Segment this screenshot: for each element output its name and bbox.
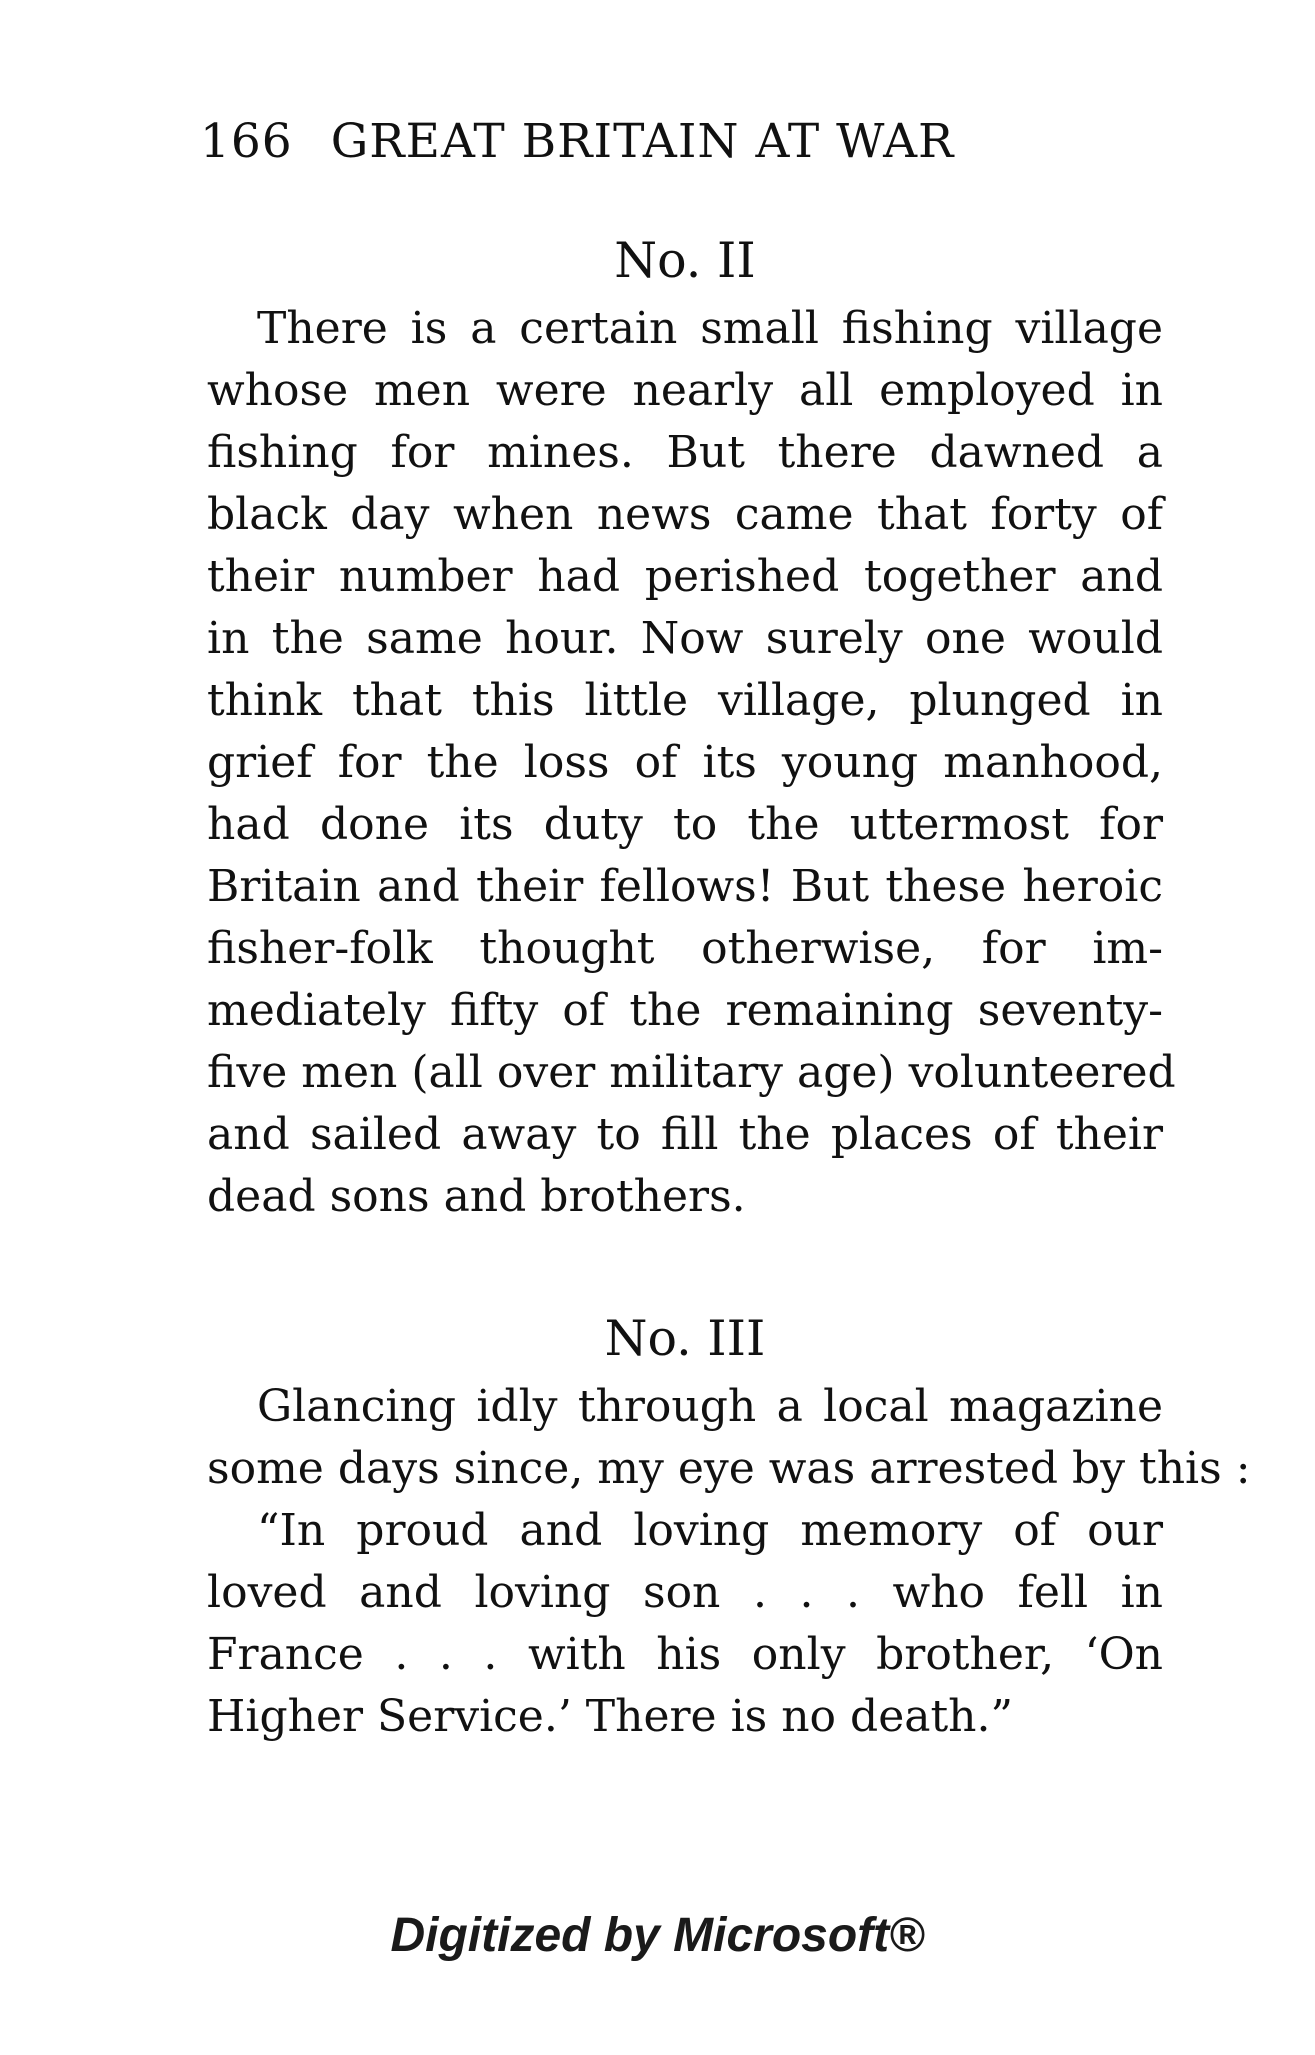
paragraph-line: Britain and their fellows! But these heroic [207,861,1163,912]
quotation-line: “In proud and loving memory of our [257,1505,1163,1556]
running-head [200,114,954,169]
paragraph-line: Glancing idly through a local magazine [257,1381,1163,1432]
quotation-line: France . . . with his only brother, ‘On [207,1629,1163,1680]
digitized-watermark: Digitized by Microsoft® [390,1909,925,1962]
quotation-line: loved and loving son . . . who fell in [207,1567,1163,1618]
paragraph-line: fishing for mines. But there dawned a [207,427,1163,478]
section-heading-no-iii: No. III [604,1310,766,1367]
paragraph-line: in the same hour. Now surely one would [207,613,1163,664]
paragraph-line: had done its duty to the uttermost for [207,799,1163,850]
section-no-ii-text [207,240,1176,1228]
quotation-line: Higher Service.’ There is no death.” [207,1691,1013,1742]
paragraph-line: think that this little village, plunged in [207,675,1163,726]
paragraph-line: grief for the loss of its young manhood, [207,737,1163,788]
paragraph-line: There is a certain small fishing village [257,303,1163,354]
running-title: GREAT BRITAIN AT WAR [330,114,955,169]
section-no-iii-text [207,1376,1251,1748]
paragraph-line: mediately fifty of the remaining seventy- [207,985,1163,1036]
paragraph-line: their number had perished together and [207,551,1163,602]
page-number: 166 [200,114,293,169]
paragraph-line: and sailed away to fill the places of their [207,1109,1163,1160]
paragraph-line: dead sons and brothers. [207,1171,746,1222]
paragraph-line: five men (all over military age) volunteered [207,1047,1176,1098]
section-heading-no-ii: No. II [614,232,756,289]
paragraph-line: fisher-folk thought otherwise, for im- [207,923,1163,974]
paragraph-line: whose men were nearly all employed in [207,365,1163,416]
paragraph-line: some days since, my eye was arrested by this : [207,1443,1251,1494]
paragraph-line: black day when news came that forty of [207,489,1163,540]
